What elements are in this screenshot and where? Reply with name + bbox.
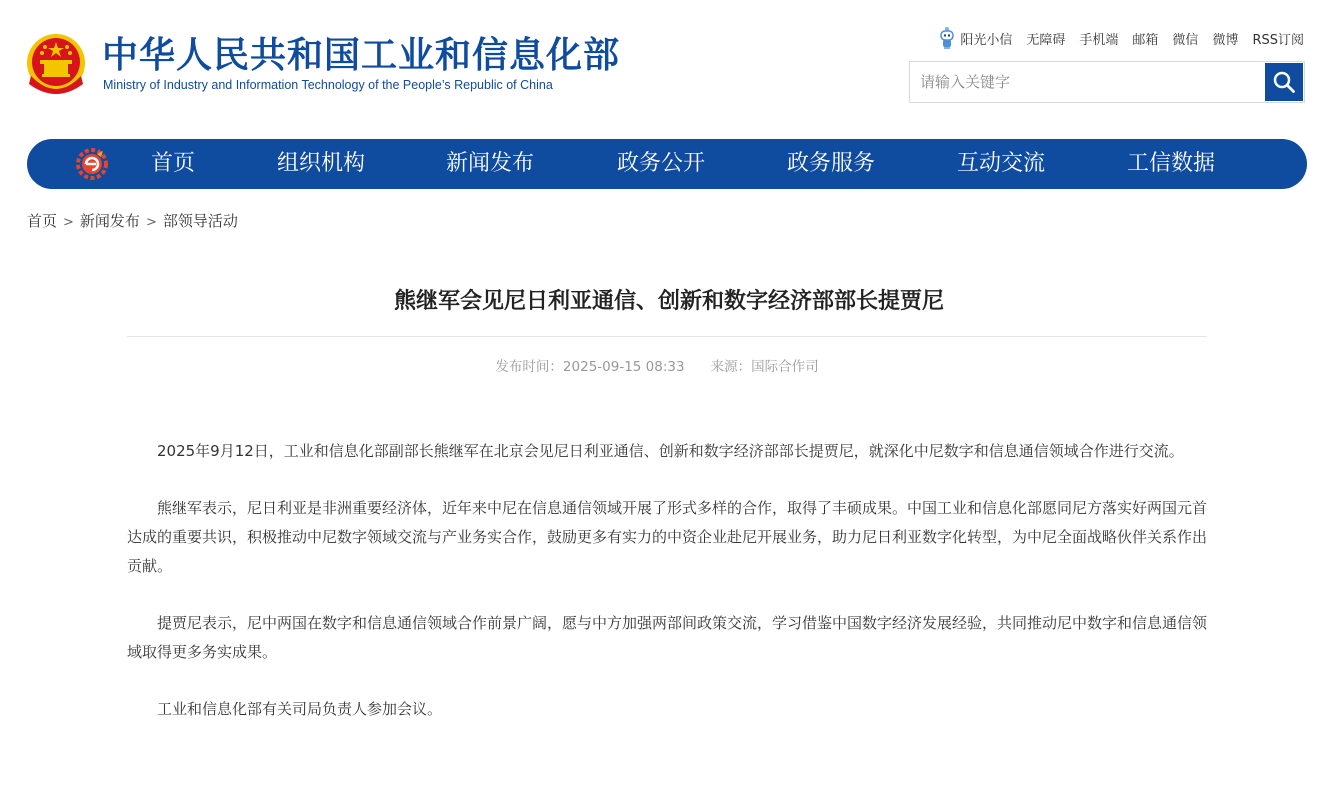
nav-item-interaction[interactable]: 互动交流 bbox=[957, 151, 1046, 176]
toplink-accessibility[interactable]: 无障碍 bbox=[1026, 32, 1066, 48]
toplink-label: 阳光小信 bbox=[960, 32, 1013, 48]
nav-item-government-services[interactable]: 政务服务 bbox=[787, 151, 876, 176]
article-paragraph: 提贾尼表示，尼中两国在数字和信息通信领域合作前景广阔，愿与中方加强两部间政策交流，学习借鉴中国数字经济发展经验，共同推动尼中数字和信息通信领域取得更多务实成果。 bbox=[127, 614, 1208, 661]
nav-item-organization[interactable]: 组织机构 bbox=[277, 151, 366, 176]
search-input[interactable] bbox=[910, 62, 1266, 102]
site-title[interactable]: 中华人民共和国工业和信息化部 bbox=[102, 35, 621, 76]
breadcrumb bbox=[27, 210, 238, 231]
top-links bbox=[938, 26, 1304, 50]
search-box bbox=[909, 61, 1305, 103]
publish-label: 发布时间： bbox=[495, 359, 563, 375]
article-title: 熊继军会见尼日利亚通信、创新和数字经济部部长提贾尼 bbox=[393, 289, 944, 314]
article-meta bbox=[0, 355, 1314, 375]
nav-item-government-affairs[interactable]: 政务公开 bbox=[617, 151, 706, 176]
search-icon bbox=[1272, 70, 1296, 94]
article-paragraph: 工业和信息化部有关司局负责人参加会议。 bbox=[157, 700, 443, 718]
breadcrumb-news[interactable]: 新闻发布 bbox=[79, 212, 140, 230]
gear-logo-icon[interactable] bbox=[75, 147, 109, 185]
article-paragraph: 熊继军表示，尼日利亚是非洲重要经济体，近年来中尼在信息通信领域开展了形式多样的合作，取得了丰硕成果。中国工业和信息化部愿同尼方落实好两国元首达成的重要共识，积极推动中尼数字领域交流与产业务实合作，鼓励更多有实力的中资企业赴尼开展业务，助力尼日利亚数字化转型，为中尼全面战略伙伴关系作出贡献。 bbox=[127, 499, 1208, 575]
nav-item-home[interactable]: 首页 bbox=[151, 151, 196, 176]
breadcrumb-separator: > bbox=[63, 215, 74, 230]
toplink-weibo[interactable]: 微博 bbox=[1212, 32, 1239, 48]
toplink-sunshine[interactable] bbox=[938, 26, 1012, 50]
nav-item-data[interactable]: 工信数据 bbox=[1127, 151, 1216, 176]
source-value: 国际合作司 bbox=[751, 359, 819, 375]
robot-icon bbox=[938, 26, 956, 50]
national-emblem-icon bbox=[25, 32, 87, 98]
title-divider bbox=[127, 336, 1207, 337]
breadcrumb-separator: > bbox=[145, 215, 157, 230]
toplink-rss[interactable]: RSS订阅 bbox=[1252, 32, 1304, 48]
publish-time: 2025-09-15 08:33 bbox=[562, 359, 685, 375]
main-nav bbox=[27, 139, 1307, 189]
search-button[interactable] bbox=[1265, 63, 1303, 101]
toplink-mail[interactable]: 邮箱 bbox=[1132, 32, 1159, 48]
site-subtitle: Ministry of Industry and Information Technology of the People’s Republic of China bbox=[103, 78, 553, 92]
breadcrumb-home[interactable]: 首页 bbox=[27, 212, 58, 230]
toplink-wechat[interactable]: 微信 bbox=[1172, 32, 1199, 48]
breadcrumb-leader-activities[interactable]: 部领导活动 bbox=[162, 212, 238, 230]
source-label: 来源： bbox=[710, 359, 752, 375]
article-body bbox=[127, 437, 1209, 752]
toplink-mobile[interactable]: 手机端 bbox=[1079, 32, 1119, 48]
article-paragraph: 2025年9月12日，工业和信息化部副部长熊继军在北京会见尼日利亚通信、创新和数字经济部部长提贾尼，就深化中尼数字和信息通信领域合作进行交流。 bbox=[157, 442, 1184, 460]
nav-item-news[interactable]: 新闻发布 bbox=[446, 151, 535, 176]
